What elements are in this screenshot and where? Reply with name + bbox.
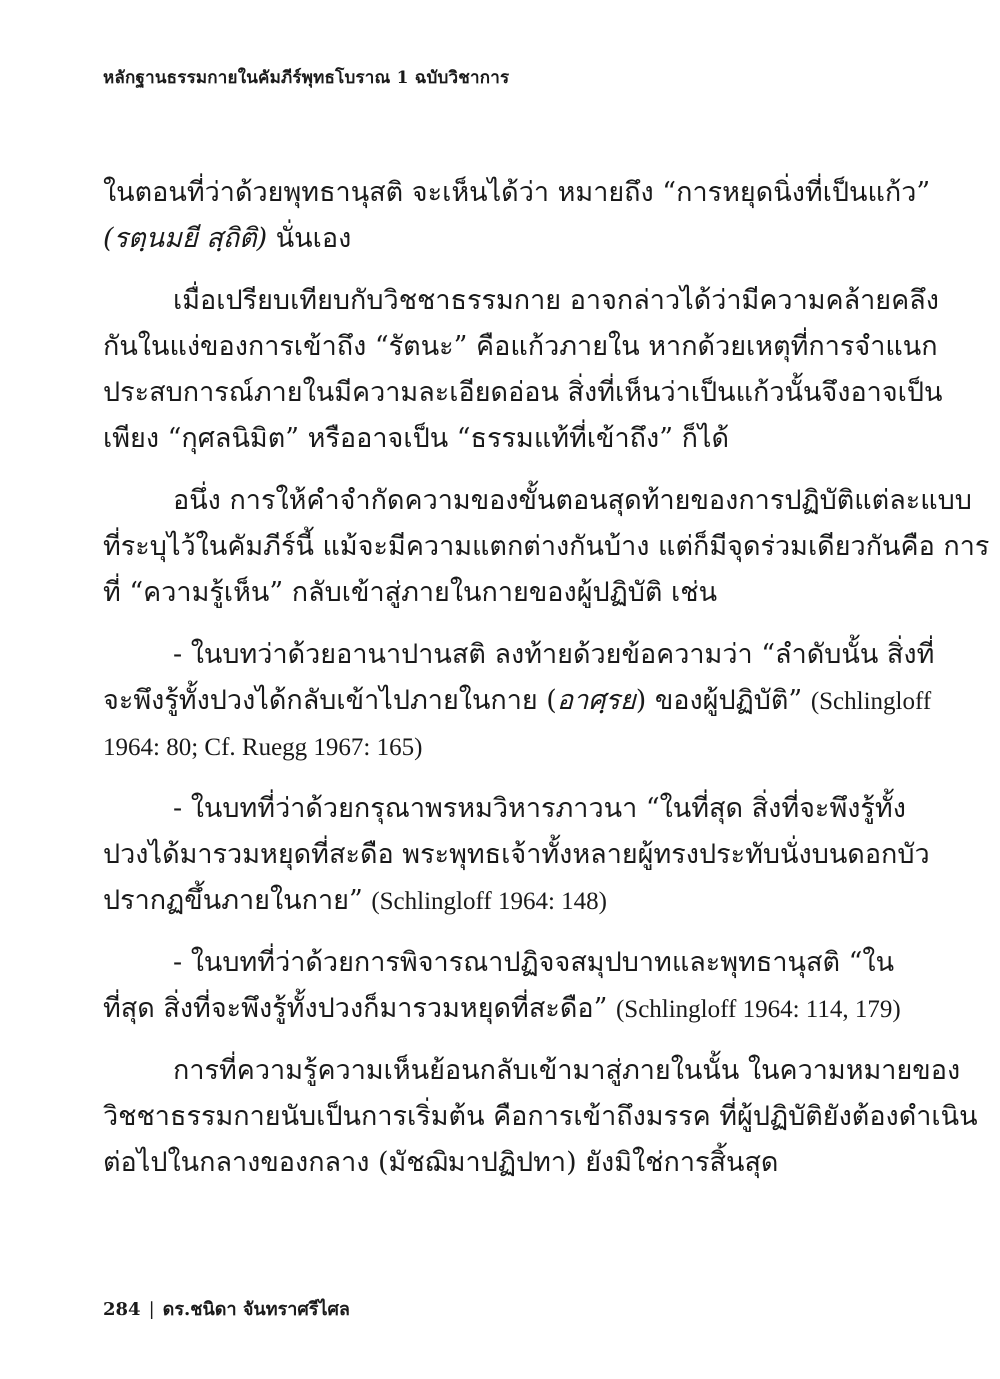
paragraph-3 xyxy=(103,478,990,616)
paragraph-2 xyxy=(103,278,943,462)
italic-term: (รตฺนมยี สฺถิติ) xyxy=(103,223,268,254)
italic-term: อาศฺรย xyxy=(556,685,636,716)
text-span: ปรากฏขึ้นภายในกาย” xyxy=(103,885,372,916)
text-line: - ในบทว่าด้วยอานาปานสติ ลงท้ายด้วยข้อความว่า “ลำดับนั้น สิ่งที่ xyxy=(173,639,935,670)
text-line: เพียง “กุศลนิมิต” หรืออาจเป็น “ธรรมแท้ที่เข้าถึง” ก็ได้ xyxy=(103,423,730,454)
text-line: อนึ่ง การให้คำจำกัดความของขั้นตอนสุดท้ายของการปฏิบัติแต่ละแบบ xyxy=(173,485,972,516)
list-item-1 xyxy=(103,632,935,770)
text-line: กันในแง่ของการเข้าถึง “รัตนะ” คือแก้วภายใน หากด้วยเหตุที่การจำแนก xyxy=(103,331,938,362)
text-line: ในตอนที่ว่าด้วยพุทธานุสติ จะเห็นได้ว่า หมายถึง “การหยุดนิ่งที่เป็นแก้ว” xyxy=(103,177,931,208)
text-line: ประสบการณ์ภายในมีความละเอียดอ่อน สิ่งที่เห็นว่าเป็นแก้วนั้นจึงอาจเป็น xyxy=(103,377,943,408)
text-line xyxy=(103,724,861,770)
citation: (Schlingloff 1964: 148) xyxy=(371,888,607,915)
citation: (Schlingloff 1964: 114, 179) xyxy=(615,996,901,1023)
text-line: ต่อไปในกลางของกลาง (มัชฌิมาปฏิปทา) ยังมิใช่การสิ้นสุด xyxy=(103,1147,779,1178)
text-line xyxy=(103,678,932,724)
text-line: ที่ระบุไว้ในคัมภีร์นี้ แม้จะมีความแตกต่างกันบ้าง แต่ก็มีจุดร่วมเดียวกันคือ การ xyxy=(103,531,990,562)
page-footer xyxy=(103,1294,350,1323)
list-item-3 xyxy=(103,940,901,1032)
text-line: ปวงได้มารวมหยุดที่สะดือ พระพุทธเจ้าทั้งหลายผู้ทรงประทับนั่งบนดอกบัว xyxy=(103,839,930,870)
text-line: - ในบทที่ว่าด้วยกรุณาพรหมวิหารภาวนา “ในที่สุด สิ่งที่จะพึงรู้ทั้ง xyxy=(173,793,906,824)
text-line: - ในบทที่ว่าด้วยการพิจารณาปฏิจจสมุปบาทและพุทธานุสติ “ใน xyxy=(173,947,895,978)
text-line: เมื่อเปรียบเทียบกับวิชชาธรรมกาย อาจกล่าวได้ว่ามีความคล้ายคลึง xyxy=(173,285,939,316)
footer-separator: | xyxy=(148,1299,155,1320)
text-line: การที่ความรู้ความเห็นย้อนกลับเข้ามาสู่ภายในนั้น ในความหมายของ xyxy=(173,1055,961,1086)
text-line: วิชชาธรรมกายนับเป็นการเริ่มต้น คือการเข้าถึงมรรค ที่ผู้ปฏิบัติยังต้องดำเนิน xyxy=(103,1101,978,1132)
text-line xyxy=(103,986,901,1032)
list-item-2 xyxy=(103,786,930,924)
text-span: จะพึงรู้ทั้งปวงได้กลับเข้าไปภายในกาย ( xyxy=(103,685,557,716)
running-header: หลักฐานธรรมกายในคัมภีร์พุทธโบราณ 1 ฉบับวิชาการ xyxy=(103,68,510,88)
author-name: ดร.ชนิดา จันทราศรีไศล xyxy=(162,1299,350,1320)
text-line xyxy=(103,216,861,262)
text-span: ที่สุด สิ่งที่จะพึงรู้ทั้งปวงก็มารวมหยุดที่สะดือ” xyxy=(103,993,616,1024)
text-span: ) ของผู้ปฏิบัติ” xyxy=(635,685,811,716)
page-number: 284 xyxy=(103,1299,141,1320)
text-line xyxy=(103,878,861,924)
text-line: ที่ “ความรู้เห็น” กลับเข้าสู่ภายในกายของผู้ปฏิบัติ เช่น xyxy=(103,577,718,608)
paragraph-4 xyxy=(103,1048,978,1186)
citation: 1964: 80; Cf. Ruegg 1967: 165) xyxy=(103,734,423,761)
citation: (Schlingloff xyxy=(810,688,932,715)
paragraph-1 xyxy=(103,170,931,262)
text-span: นั่นเอง xyxy=(267,223,352,254)
body-text xyxy=(103,170,990,1186)
